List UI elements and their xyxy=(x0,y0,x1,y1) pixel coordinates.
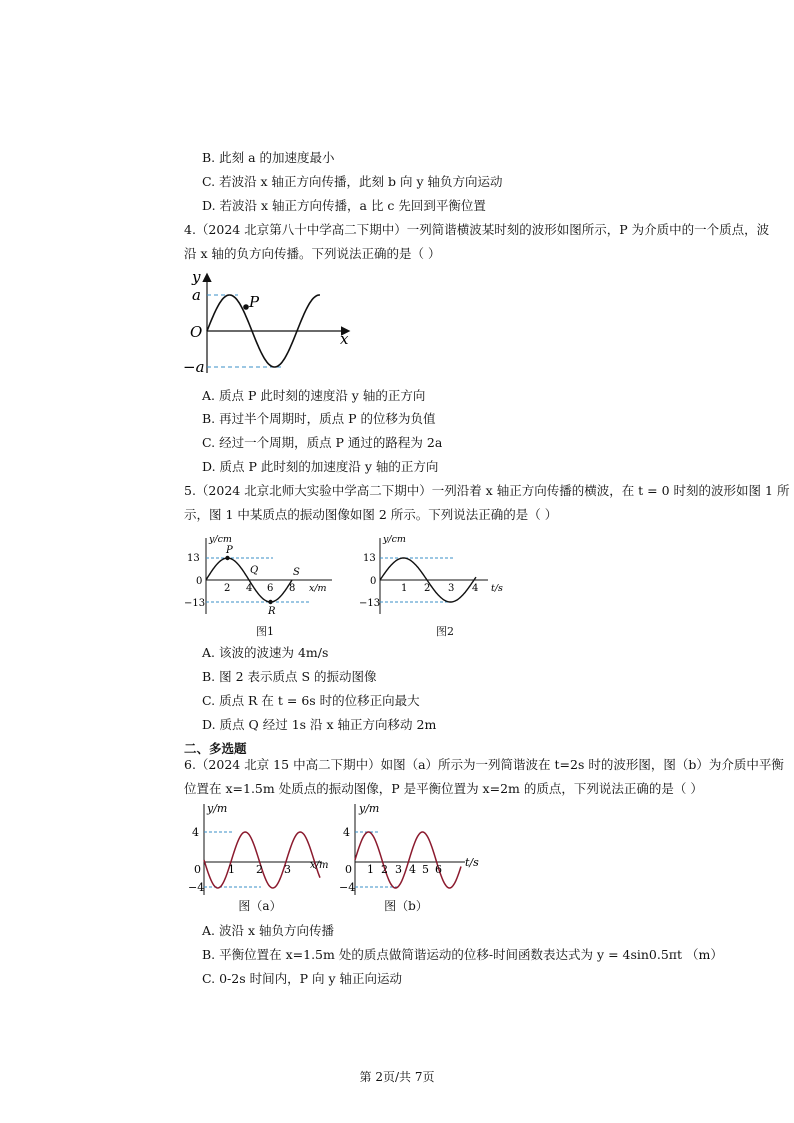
q6-figb-ytick-top: 4 xyxy=(343,826,350,839)
q6-figb-wave xyxy=(355,832,461,888)
q3-option-b: B. 此刻 a 的加速度最小 xyxy=(202,150,335,165)
q6-figa-ytick-bottom: −4 xyxy=(188,881,205,894)
q4-option-d: D. 质点 P 此时刻的加速度沿 y 轴的正方向 xyxy=(202,459,439,474)
q5-fig2-xtick-2: 2 xyxy=(424,583,431,594)
q5-fig1-xlabel: x/m xyxy=(309,583,327,594)
q5-point-p xyxy=(225,556,229,560)
page-footer: 第 2页/共 7页 xyxy=(359,1070,435,1084)
q4-point-p xyxy=(243,304,249,310)
q5-fig1-xtick-4: 4 xyxy=(246,583,253,594)
q5-stem-line2: 示，图 1 中某质点的振动图像如图 2 所示。下列说法正确的是（ ） xyxy=(184,507,558,522)
q6-figa-xtick-1: 1 xyxy=(228,863,235,876)
q6-figa-ytick-zero: 0 xyxy=(194,863,201,876)
q4-label-neg-a: −a xyxy=(183,358,205,376)
q6-figb-xlabel: t/s xyxy=(465,856,479,869)
q5-option-d: D. 质点 Q 经过 1s 沿 x 轴正方向移动 2m xyxy=(202,717,437,732)
q3-option-c: C. 若波沿 x 轴正方向传播，此刻 b 向 y 轴负方向运动 xyxy=(202,174,503,189)
q5-fig1-ytick-zero: 0 xyxy=(196,576,203,587)
q5-label-r: R xyxy=(268,606,276,617)
q5-label-p: P xyxy=(226,545,233,556)
q5-fig1-xtick-6: 6 xyxy=(267,583,274,594)
q6-figb-xtick-6: 6 xyxy=(435,863,442,876)
q4-option-c: C. 经过一个周期，质点 P 通过的路程为 2a xyxy=(202,435,443,450)
q5-point-r xyxy=(268,600,272,604)
q5-option-b: B. 图 2 表示质点 S 的振动图像 xyxy=(202,669,377,684)
q6-figa-xtick-2: 2 xyxy=(256,863,263,876)
q5-fig2-caption: 图2 xyxy=(436,625,454,638)
q6-stem-line1: 6.（2024 北京 15 中高二下期中）如图（a）所示为一列简谐波在 t=2s 时的波形图，图（b）为介质中平衡 xyxy=(184,757,784,772)
q6-figb-ytick-zero: 0 xyxy=(345,863,352,876)
q6-figb-xtick-3: 3 xyxy=(395,863,402,876)
q6-figa-ytick-top: 4 xyxy=(192,826,199,839)
q5-fig2-ytick-bottom: −13 xyxy=(359,598,381,609)
q6-option-b: B. 平衡位置在 x=1.5m 处的质点做简谐运动的位移-时间函数表达式为 y = 4sin0.5πt （m） xyxy=(202,947,723,962)
q5-fig2-xtick-1: 1 xyxy=(401,583,408,594)
q4-label-x: x xyxy=(340,330,349,348)
q5-fig2-ylabel: y/cm xyxy=(383,534,406,545)
q6-figb-xtick-2: 2 xyxy=(381,863,388,876)
q4-wave-figure xyxy=(180,265,355,380)
q5-figure-2 xyxy=(358,530,508,620)
q6-figb-ylabel: y/m xyxy=(359,802,380,815)
q6-option-a: A. 波沿 x 轴负方向传播 xyxy=(202,923,334,938)
q6-figa-xlabel: x/m xyxy=(310,860,329,871)
q5-fig2-xtick-4: 4 xyxy=(472,583,479,594)
q5-label-s: S xyxy=(293,567,300,578)
q4-label-a: a xyxy=(192,286,201,304)
q6-stem-line2: 位置在 x=1.5m 处质点的振动图像，P 是平衡位置为 x=2m 的质点，下列说法正确的是（ ） xyxy=(184,781,703,796)
q6-option-c: C. 0-2s 时间内，P 向 y 轴正向运动 xyxy=(202,971,402,986)
q6-figb-caption: 图（b） xyxy=(384,899,428,913)
q5-figure-1 xyxy=(180,530,340,620)
q5-option-c: C. 质点 R 在 t = 6s 时的位移正向最大 xyxy=(202,693,420,708)
q4-label-y: y xyxy=(192,268,201,286)
q5-stem-line1: 5.（2024 北京北师大实验中学高二下期中）一列沿着 x 轴正方向传播的横波，在 t = 0 时刻的波形如图 1 所 xyxy=(184,483,790,498)
q5-fig1-xtick-8: 8 xyxy=(289,583,296,594)
q3-option-d: D. 若波沿 x 轴正方向传播，a 比 c 先回到平衡位置 xyxy=(202,198,486,213)
q5-fig1-xtick-2: 2 xyxy=(224,583,231,594)
q4-option-a: A. 质点 P 此时刻的速度沿 y 轴的正方向 xyxy=(202,388,426,403)
q6-figb-xtick-1: 1 xyxy=(367,863,374,876)
q5-fig1-caption: 图1 xyxy=(256,625,274,638)
q5-fig1-ytick-bottom: −13 xyxy=(184,598,206,609)
q6-figb-xtick-5: 5 xyxy=(422,863,429,876)
q5-option-a: A. 该波的波速为 4m/s xyxy=(202,645,329,660)
q6-figb-ytick-bottom: −4 xyxy=(339,881,356,894)
q6-figb-xtick-4: 4 xyxy=(409,863,416,876)
q5-fig2-xtick-3: 3 xyxy=(448,583,455,594)
q6-figa-ylabel: y/m xyxy=(207,802,228,815)
q5-fig1-ytick-top: 13 xyxy=(187,553,200,564)
q6-figa-caption: 图（a） xyxy=(238,899,282,913)
q4-label-origin: O xyxy=(190,323,203,341)
q5-fig2-ytick-top: 13 xyxy=(363,553,376,564)
q5-label-q: Q xyxy=(250,565,259,576)
q4-option-b: B. 再过半个周期时，质点 P 的位移为负值 xyxy=(202,411,436,426)
q6-figure-b xyxy=(337,800,487,898)
q6-figa-xtick-3: 3 xyxy=(284,863,291,876)
q4-stem-line2: 沿 x 轴的负方向传播。下列说法正确的是（ ） xyxy=(184,246,441,261)
q6-figure-a xyxy=(182,800,332,898)
q4-stem-line1: 4.（2024 北京第八十中学高二下期中）一列简谐横波某时刻的波形如图所示，P 为介质中的一个质点，波 xyxy=(184,222,770,237)
q4-label-p: P xyxy=(249,293,260,311)
q5-fig1-ylabel: y/cm xyxy=(209,534,232,545)
section-title-multiple-choice: 二、多选题 xyxy=(184,741,247,756)
q5-fig2-ytick-zero: 0 xyxy=(370,576,377,587)
q5-fig2-xlabel: t/s xyxy=(491,583,503,594)
q6-figa-wave xyxy=(204,832,320,888)
